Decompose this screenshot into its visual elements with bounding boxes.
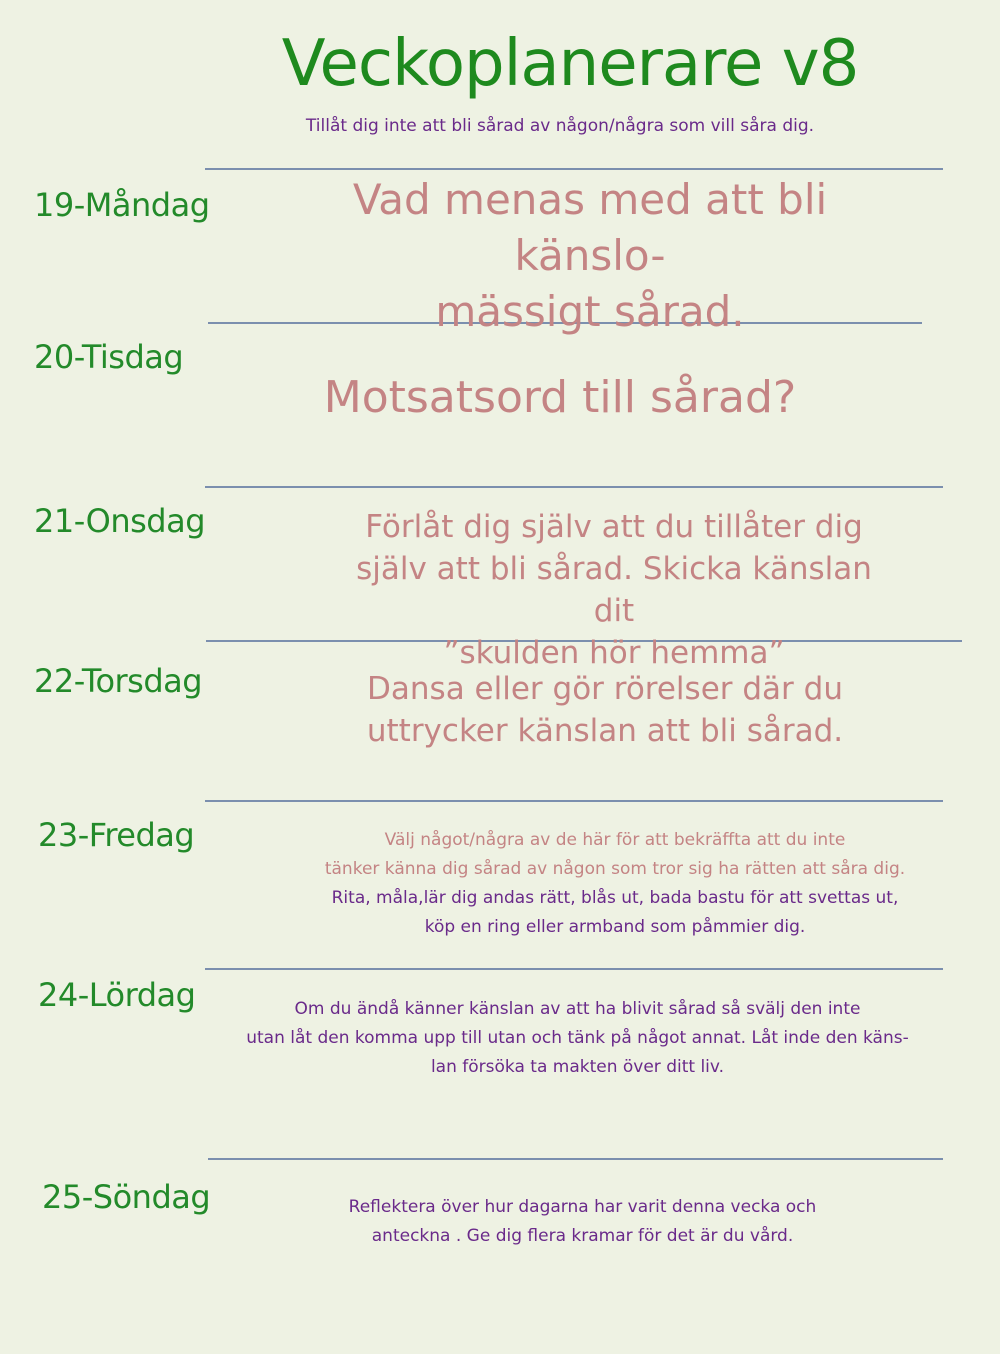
day-content-friday: Välj något/några av de här för att bekräffta att du inte tänker känna dig sårad av någon som tror sig ha rätten att såra dig. xyxy=(324,830,906,879)
divider xyxy=(205,968,943,970)
day-label-friday: 23-Fredag xyxy=(38,816,195,854)
day-content-thursday: Dansa eller gör rörelser där du uttrycker känslan att bli sårad. xyxy=(366,671,844,749)
day-label-saturday: 24-Lördag xyxy=(38,976,196,1014)
divider xyxy=(205,800,943,802)
divider xyxy=(205,168,943,170)
day-content-tuesday: Motsatsord till sårad? xyxy=(323,372,797,423)
divider xyxy=(208,1158,943,1160)
day-label-wednesday: 21-Onsdag xyxy=(34,502,206,540)
day-label-tuesday: 20-Tisdag xyxy=(34,338,184,376)
day-content-sunday: Reflektera över hur dagarna har varit denna vecka och anteckna . Ge dig flera kramar för det är du vård. xyxy=(348,1197,817,1246)
day-label-thursday: 22-Torsdag xyxy=(34,662,203,700)
page-title: Veckoplanerare v8 xyxy=(281,27,859,101)
day-content-saturday: Om du ändå känner känslan av att ha blivit sårad så svälj den inte utan låt den komma upp till utan och tänk på något annat. Låt inde den käns- lan försöka ta makten över ditt liv. xyxy=(246,999,909,1077)
divider xyxy=(205,486,943,488)
day-label-monday: 19-Måndag xyxy=(34,186,210,224)
day-content-monday: Vad menas med att bli känslo- mässigt sårad. xyxy=(352,175,828,336)
page-subtitle: Tillåt dig inte att bli sårad av någon/några som vill såra dig. xyxy=(305,116,815,136)
day-label-sunday: 25-Söndag xyxy=(42,1178,211,1216)
day-content-friday-ideas: Rita, måla,lär dig andas rätt, blås ut, bada bastu för att svettas ut, köp en ring eller armband som påmmier dig. xyxy=(331,888,899,937)
day-content-wednesday: Förlåt dig själv att du tillåter dig själv att bli sårad. Skicka känslan dit ”skulden hör hemma” xyxy=(356,509,872,671)
